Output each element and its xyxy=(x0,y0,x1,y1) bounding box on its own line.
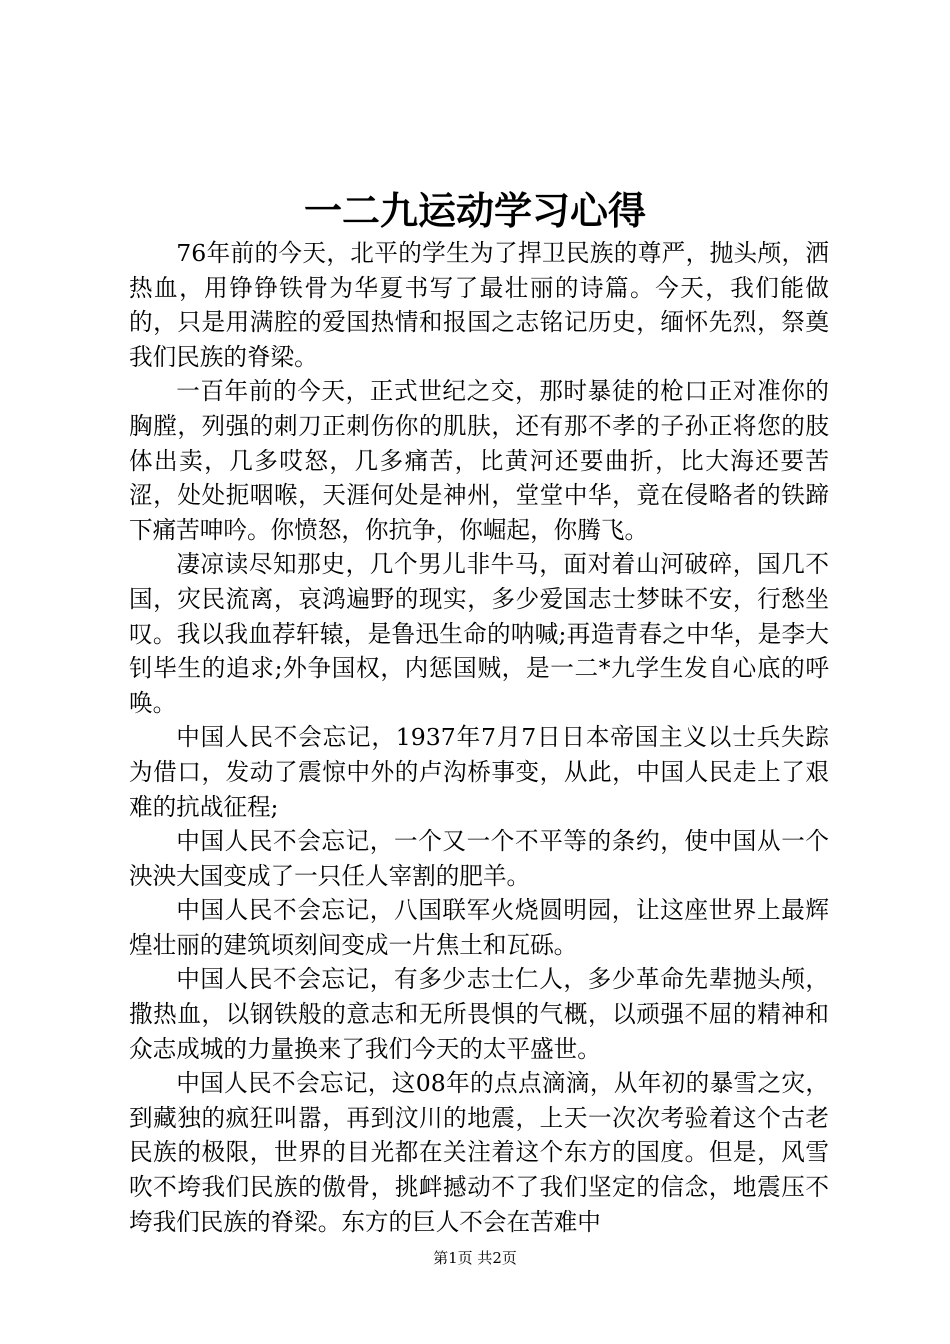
paragraph: 中国人民不会忘记，1937年7月7日日本帝国主义以士兵失踪为借口，发动了震惊中外的卢沟桥事变，从此，中国人民走上了艰难的抗战征程; xyxy=(129,723,829,821)
paragraph: 一百年前的今天，正式世纪之交，那时暴徒的枪口正对准你的胸膛，列强的刺刀正刺伤你的肌肤，还有那不孝的子孙正将您的肢体出卖，几多哎怒，几多痛苦，比黄河还要曲折，比大海还要苦涩，处处扼咽喉，天涯何处是神州，堂堂中华，竟在侵略者的铁蹄下痛苦呻吟。你愤怒，你抗争，你崛起，你腾飞。 xyxy=(129,377,829,544)
paragraph: 中国人民不会忘记，有多少志士仁人，多少革命先辈抛头颅，撒热血，以钢铁般的意志和无所畏惧的气概，以顽强不屈的精神和众志成城的力量换来了我们今天的太平盛世。 xyxy=(129,965,829,1063)
paragraph: 中国人民不会忘记，一个又一个不平等的条约，使中国从一个泱泱大国变成了一只任人宰割的肥羊。 xyxy=(129,827,829,890)
paragraph: 中国人民不会忘记，八国联军火烧圆明园，让这座世界上最辉煌壮丽的建筑顷刻间变成一片焦土和瓦砾。 xyxy=(129,896,829,959)
page-footer: 第1页 共2页 xyxy=(433,1249,517,1267)
document-title: 一二九运动学习心得 xyxy=(303,188,646,233)
paragraph: 中国人民不会忘记，这08年的点点滴滴，从年初的暴雪之灾，到藏独的疯狂叫嚣，再到汶川的地震，上天一次次考验着这个古老民族的极限，世界的目光都在关注着这个东方的国度。但是，风雪吹不垮我们民族的傲骨，挑衅撼动不了我们坚定的信念，地震压不垮我们民族的脊梁。东方的巨人不会在苦难中 xyxy=(129,1069,829,1236)
document-body xyxy=(129,236,829,1239)
paragraph: 凄凉读尽知那史，几个男儿非牛马，面对着山河破碎，国几不国，灾民流离，哀鸿遍野的现实，多少爱国志士梦昧不安，行愁坐叹。我以我血荐轩辕，是鲁迅生命的呐喊;再造青春之中华，是李大钊毕生的追求;外争国权，内惩国贼，是一二*九学生发自心底的呼唤。 xyxy=(129,550,829,717)
paragraph: 76年前的今天，北平的学生为了捍卫民族的尊严，抛头颅，洒热血，用铮铮铁骨为华夏书写了最壮丽的诗篇。今天，我们能做的，只是用满腔的爱国热情和报国之志铭记历史，缅怀先烈，祭奠我们民族的脊梁。 xyxy=(129,239,829,371)
